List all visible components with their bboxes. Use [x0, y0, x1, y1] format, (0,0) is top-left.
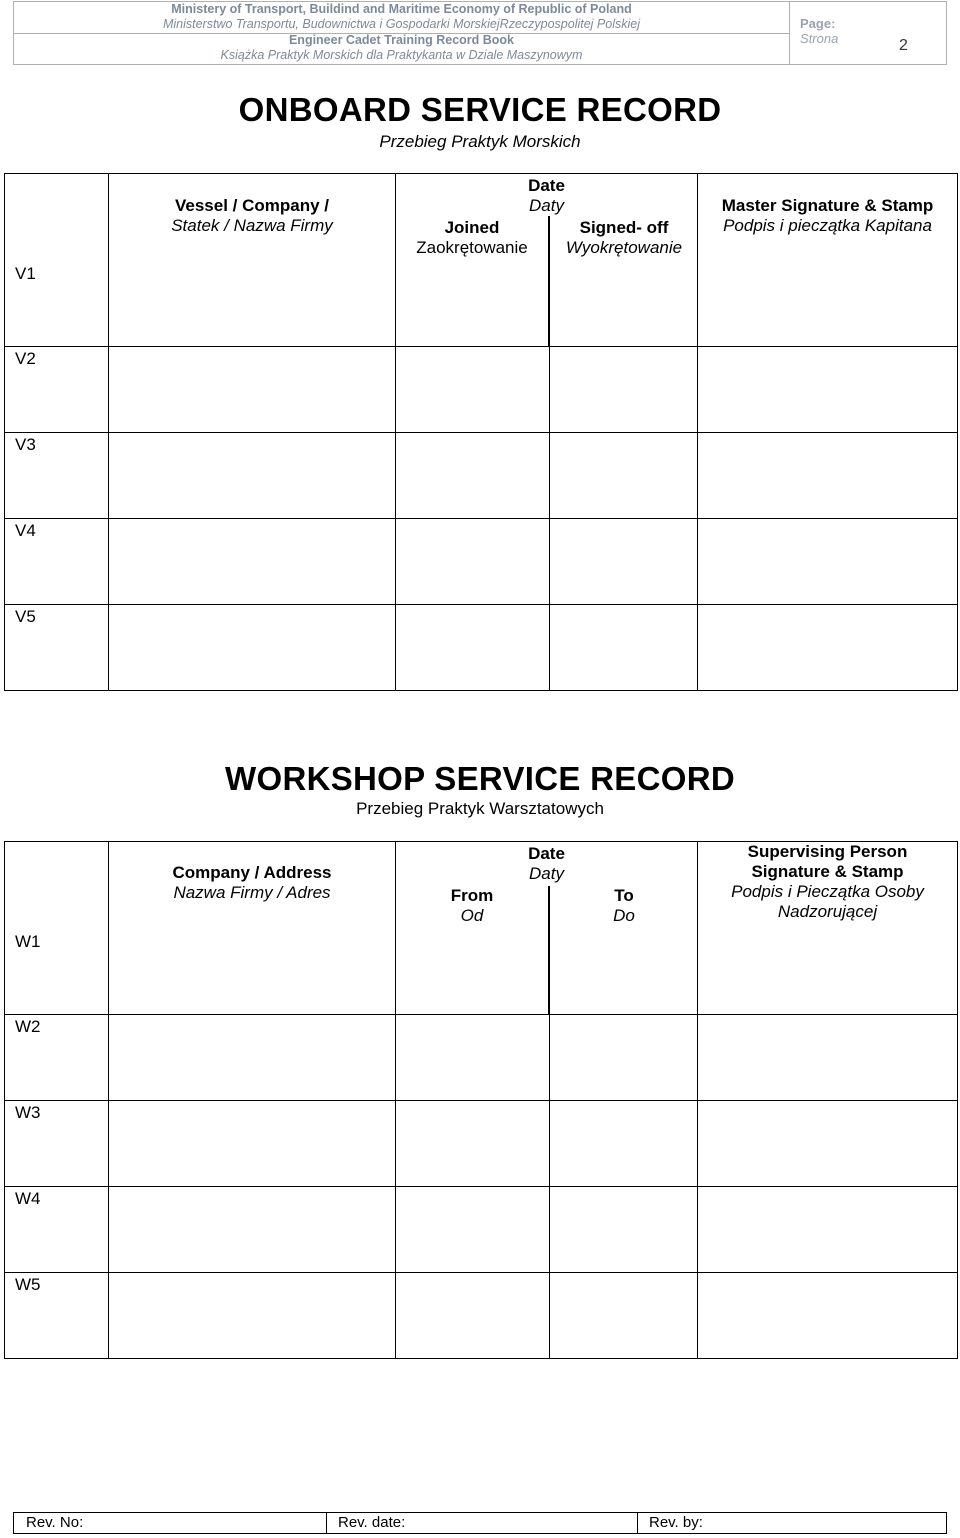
- company-header-en: Company / Address: [172, 863, 332, 882]
- from-header[interactable]: [396, 886, 548, 926]
- book-title-en: Engineer Cadet Training Record Book: [288, 33, 515, 47]
- row-label-text: W2: [15, 1017, 41, 1036]
- page-number: 2: [899, 37, 908, 54]
- company-cell[interactable]: [109, 842, 396, 1015]
- table-row: [5, 433, 958, 519]
- date-split-line: [548, 216, 550, 347]
- table-row: [5, 1101, 958, 1187]
- rev-no-label: Rev. No:: [26, 1514, 84, 1531]
- row-label: [5, 347, 109, 433]
- workshop-table: [4, 841, 958, 1359]
- signed-off-header-en: Signed- off: [579, 218, 669, 237]
- page-label-pl: Strona: [800, 31, 839, 46]
- master-signature-cell[interactable]: [698, 174, 958, 347]
- supervisor-cell[interactable]: [698, 1101, 958, 1187]
- supervisor-cell[interactable]: [698, 1273, 958, 1359]
- from-header-en: From: [450, 886, 494, 905]
- from-cell[interactable]: [396, 1101, 550, 1187]
- onboard-title: ONBOARD SERVICE RECORD: [238, 91, 722, 128]
- signed-off-header[interactable]: [550, 218, 698, 258]
- onboard-table: [4, 173, 958, 691]
- table-row: [5, 1187, 958, 1273]
- company-cell[interactable]: [109, 1101, 396, 1187]
- signed-off-cell[interactable]: [550, 605, 698, 691]
- joined-cell[interactable]: [396, 519, 550, 605]
- row-label-text: V5: [15, 607, 36, 626]
- row-label-text: W5: [15, 1275, 41, 1294]
- date-header-pl: Daty: [529, 196, 564, 215]
- row-label-text: V3: [15, 435, 36, 454]
- signed-off-cell[interactable]: [550, 519, 698, 605]
- master-signature-cell[interactable]: [698, 605, 958, 691]
- master-header-pl: Podpis i pieczątka Kapitana: [723, 216, 932, 235]
- master-signature-cell[interactable]: [698, 347, 958, 433]
- row-label: [5, 842, 109, 1015]
- vessel-header-en: Vessel / Company /: [174, 196, 329, 215]
- table-row: [5, 347, 958, 433]
- master-signature-cell[interactable]: [698, 433, 958, 519]
- table-row: [5, 1015, 958, 1101]
- supervisor-cell[interactable]: [698, 1187, 958, 1273]
- supervisor-header-en2: Signature & Stamp: [751, 862, 904, 881]
- vessel-cell[interactable]: [109, 605, 396, 691]
- vessel-cell[interactable]: [109, 433, 396, 519]
- row-label: [5, 519, 109, 605]
- joined-cell[interactable]: [396, 433, 550, 519]
- table-row: [5, 842, 958, 1015]
- date-cell: [396, 842, 698, 1015]
- company-header-pl: Nazwa Firmy / Adres: [173, 883, 331, 902]
- signed-off-header-pl: Wyokrętowanie: [565, 238, 683, 257]
- to-header-pl: Do: [613, 906, 635, 925]
- joined-cell[interactable]: [396, 605, 550, 691]
- row-label: [5, 605, 109, 691]
- to-cell[interactable]: [550, 1187, 698, 1273]
- document-header: [13, 1, 947, 65]
- vessel-header-pl: Statek / Nazwa Firmy: [171, 216, 333, 235]
- joined-header-pl: Zaokrętowanie: [416, 238, 528, 257]
- rev-date-label: Rev. date:: [338, 1514, 406, 1531]
- joined-header[interactable]: [396, 218, 548, 258]
- row-label: [5, 1015, 109, 1101]
- from-cell[interactable]: [396, 1273, 550, 1359]
- supervisor-header-en1: Supervising Person: [747, 842, 908, 861]
- row-label: [5, 174, 109, 347]
- row-label-text: V4: [15, 521, 36, 540]
- signed-off-cell[interactable]: [550, 347, 698, 433]
- supervisor-cell[interactable]: [698, 842, 958, 1015]
- date-header-en: Date: [528, 176, 565, 195]
- company-cell[interactable]: [109, 1273, 396, 1359]
- row-label: [5, 1101, 109, 1187]
- date-header-pl: Daty: [529, 864, 564, 883]
- row-label-text: W4: [15, 1189, 41, 1208]
- to-cell[interactable]: [550, 1015, 698, 1101]
- from-header-pl: Od: [460, 906, 484, 925]
- supervisor-header-pl1: Podpis i Pieczątka Osoby: [731, 882, 924, 901]
- revision-footer: [13, 1512, 947, 1534]
- table-row: [5, 519, 958, 605]
- table-row: [5, 605, 958, 691]
- table-row: [5, 174, 958, 347]
- to-cell[interactable]: [550, 1273, 698, 1359]
- date-header-en: Date: [528, 844, 565, 863]
- row-label-text: W3: [15, 1103, 41, 1122]
- master-signature-cell[interactable]: [698, 519, 958, 605]
- table-row: [5, 1273, 958, 1359]
- date-cell: [396, 174, 698, 347]
- signed-off-cell[interactable]: [550, 433, 698, 519]
- ministry-name-pl: Ministerstwo Transportu, Budownictwa i Gospodarki MorskiejRzeczypospolitej Polskiej: [162, 17, 641, 31]
- header-titles: [14, 2, 789, 64]
- to-header-en: To: [614, 886, 634, 905]
- workshop-title: WORKSHOP SERVICE RECORD: [225, 760, 735, 797]
- header-divider-vertical: [789, 2, 790, 64]
- to-header[interactable]: [550, 886, 698, 926]
- joined-cell[interactable]: [396, 347, 550, 433]
- onboard-subtitle: Przebieg Praktyk Morskich: [379, 132, 581, 151]
- supervisor-cell[interactable]: [698, 1015, 958, 1101]
- company-cell[interactable]: [109, 1015, 396, 1101]
- workshop-subtitle: Przebieg Praktyk Warsztatowych: [356, 799, 604, 818]
- to-cell[interactable]: [550, 1101, 698, 1187]
- vessel-cell[interactable]: [109, 519, 396, 605]
- row-label-text: V2: [15, 349, 36, 368]
- spacer: [396, 174, 697, 175]
- from-cell[interactable]: [396, 1015, 550, 1101]
- row-label-text: V1: [15, 264, 36, 283]
- vessel-cell[interactable]: [109, 347, 396, 433]
- ministry-name-en: Ministery of Transport, Buildind and Maritime Economy of Republic of Poland: [171, 2, 632, 16]
- row-label: [5, 433, 109, 519]
- joined-header-en: Joined: [444, 218, 500, 237]
- rev-by-label: Rev. by:: [649, 1514, 703, 1531]
- row-label: [5, 1187, 109, 1273]
- vessel-cell[interactable]: [109, 174, 396, 347]
- book-title-pl: Książka Praktyk Morskich dla Praktykanta w Dziale Maszynowym: [220, 48, 583, 62]
- from-cell[interactable]: [396, 1187, 550, 1273]
- master-header-en: Master Signature & Stamp: [721, 196, 934, 215]
- supervisor-header-pl2: Nadzorującej: [777, 902, 878, 921]
- row-label: [5, 1273, 109, 1359]
- date-split-line: [548, 886, 550, 1015]
- page-label: Page:: [800, 16, 836, 31]
- row-label-text: W1: [15, 932, 41, 951]
- company-cell[interactable]: [109, 1187, 396, 1273]
